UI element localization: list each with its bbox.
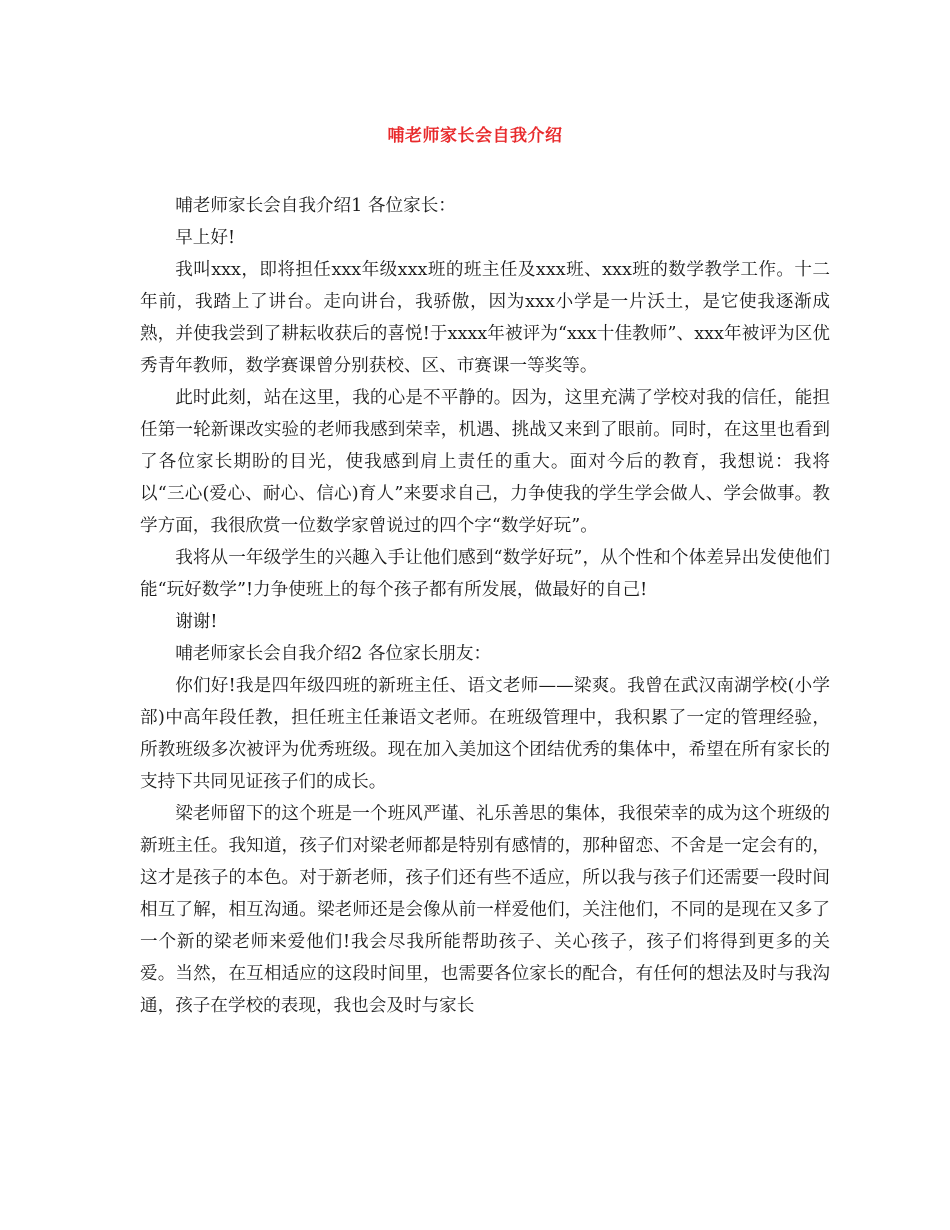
paragraph-greeting-1: 早上好!	[175, 228, 236, 248]
paragraph-class-description: 梁老师留下的这个班是一个班风严谨、礼乐善思的集体，我很荣幸的成为这个班级的新班主任。我知道，孩子们对梁老师都是特别有感情的，那种留恋、不舍是一定会有的，这才是孩子的本色。对于新老师，孩子们还有些不适应，所以我与孩子们还需要一段时间相互了解，相互沟通。梁老师还是会像从前一样爱他们，关注他们，不同的是现在又多了一个新的梁老师来爱他们!我会尽我所能帮助孩子、关心孩子，孩子们将得到更多的关爱。当然，在互相适应的这段时间里，也需要各位家长的配合，有任何的想法及时与我沟通，孩子在学校的表现，我也会及时与家长	[140, 804, 830, 1016]
paragraph-introduction-1: 我叫xxx，即将担任xxx年级xxx班的班主任及xxx班、xxx班的数学教学工作。十二年前，我踏上了讲台。走向讲台，我骄傲，因为xxx小学是一片沃土，是它使我逐渐成熟，并使我尝到了耕耘收获后的喜悦!于xxxx年被评为“xxx十佳教师”、xxx年被评为区优秀青年教师，数学赛课曾分别获校、区、市赛课一等奖等。	[140, 260, 830, 376]
paragraph-salutation-1: 哺老师家长会自我介绍1 各位家长：	[175, 196, 456, 216]
paragraph-thanks: 谢谢!	[175, 612, 218, 632]
document-title: 哺老师家长会自我介绍	[387, 126, 563, 146]
document-body	[140, 190, 830, 1022]
paragraph-feelings: 此时此刻，站在这里，我的心是不平静的。因为，这里充满了学校对我的信任，能担任第一轮新课改实验的老师我感到荣幸，机遇、挑战又来到了眼前。同时，在这里也看到了各位家长期盼的目光，使我感到肩上责任的重大。面对今后的教育，我想说：我将以“三心(爱心、耐心、信心)育人”来要求自己，力争使我的学生学会做人、学会做事。教学方面，我很欣赏一位数学家曾说过的四个字“数学好玩”。	[140, 388, 830, 536]
paragraph-teaching-goal: 我将从一年级学生的兴趣入手让他们感到“数学好玩”，从个性和个体差异出发使他们能“玩好数学”!力争使班上的每个孩子都有所发展，做最好的自己!	[140, 548, 830, 600]
paragraph-salutation-2: 哺老师家长会自我介绍2 各位家长朋友：	[175, 644, 492, 664]
paragraph-introduction-2: 你们好!我是四年级四班的新班主任、语文老师——梁爽。我曾在武汉南湖学校(小学部)中高年段任教，担任班主任兼语文老师。在班级管理中，我积累了一定的管理经验，所教班级多次被评为优秀班级。现在加入美加这个团结优秀的集体中，希望在所有家长的支持下共同见证孩子们的成长。	[140, 676, 830, 792]
